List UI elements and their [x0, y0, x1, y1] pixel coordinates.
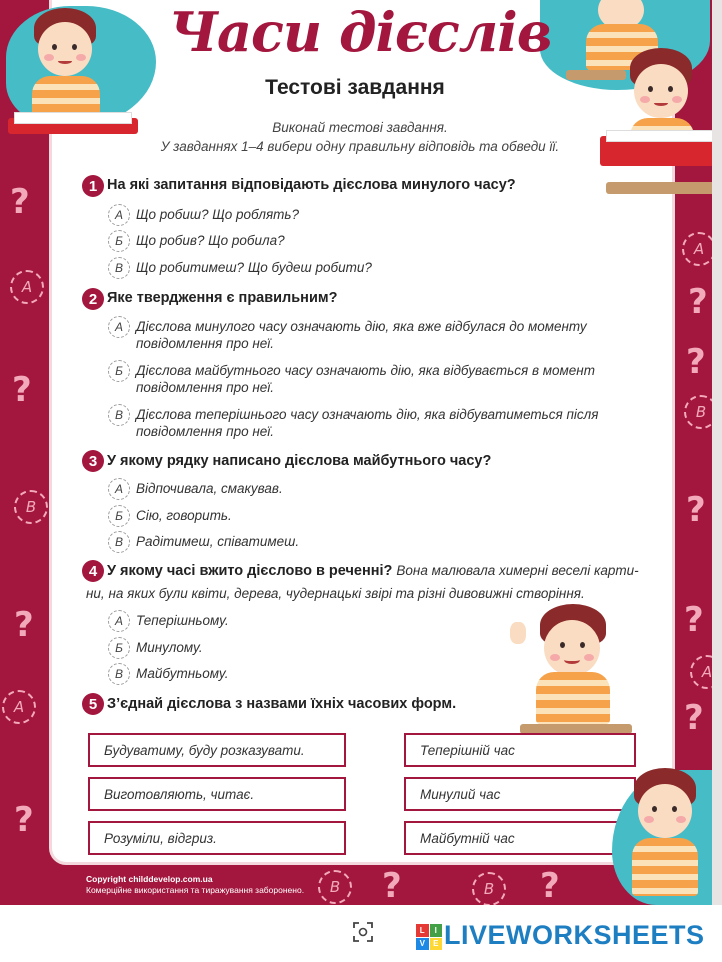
question-number-2: 2 [82, 288, 104, 310]
option-letter[interactable]: Б [108, 230, 130, 252]
option-text: Що робитимеш? Що будеш робити? [136, 260, 372, 275]
option-text: Відпочивала, смакував. [136, 481, 283, 496]
boy-thinking-illustration [624, 768, 714, 898]
option-text: Що робиш? Що роблять? [136, 207, 300, 222]
liveworksheets-logo-icon [416, 924, 442, 950]
logo-letter: E [430, 938, 443, 951]
option-text: Минулому. [136, 640, 203, 655]
red-notebook [8, 118, 138, 134]
question-4-prompt: У якому часі вжито дієслово в реченні? [107, 563, 393, 579]
question-2-option-c[interactable] [108, 404, 648, 440]
option-letter[interactable]: Б [108, 637, 130, 659]
option-letter[interactable]: А [108, 204, 130, 226]
instructions [130, 118, 590, 156]
liveworksheets-brand[interactable]: LIVEWORKSHEETS [444, 920, 705, 950]
question-number-1: 1 [82, 175, 104, 197]
desk [566, 70, 626, 80]
option-text: Дієслова минулого часу означають дію, яка вже відбулася до моменту повідомлення про неї. [136, 319, 587, 351]
option-text: Дієслова теперішнього часу означають дію, яка відбуватиметься після повідомлення про неї. [136, 407, 599, 439]
letter-ring-deco: А [682, 232, 716, 266]
question-mark-deco: ? [686, 342, 706, 382]
option-letter[interactable]: А [108, 610, 130, 632]
question-mark-deco: ? [686, 490, 706, 530]
question-mark-deco: ? [14, 605, 34, 645]
match-right-box-2[interactable]: Минулий час [404, 777, 636, 811]
raised-hand [510, 622, 526, 644]
question-5-text: З’єднай дієслова з назвами їхніх часових форм. [107, 696, 457, 712]
match-left-box-2[interactable]: Виготовляють, читає. [88, 777, 346, 811]
match-right-box-1[interactable]: Теперішній час [404, 733, 636, 767]
match-left-box-3[interactable]: Розуміли, відгриз. [88, 821, 346, 855]
question-4-sentence-end: ни, на яких були квіти, дерева, чудернацькі звірі та різні дивовижні створіння. [86, 586, 585, 601]
question-mark-deco: ? [14, 800, 34, 840]
option-letter[interactable]: Б [108, 360, 130, 382]
option-text: Сію, говорить. [136, 508, 232, 523]
question-1-option-a[interactable] [108, 204, 648, 226]
boy-raising-hand-illustration [510, 600, 620, 730]
question-3-option-c[interactable] [108, 531, 648, 553]
instruction-line: Виконай тестові завдання. [272, 120, 448, 135]
question-3-option-b[interactable] [108, 505, 648, 527]
letter-ring-deco: В [684, 395, 718, 429]
option-text: Майбутньому. [136, 666, 229, 681]
question-1-option-b[interactable] [108, 230, 648, 252]
letter-ring-deco: В [472, 872, 506, 905]
logo-letter: V [416, 938, 429, 951]
copyright-line: Copyright childdevelop.com.ua [86, 874, 213, 884]
option-text: Теперішньому. [136, 613, 229, 628]
option-text: Дієслова майбутнього часу означають дію, яка відбувається в момент повідомлення про неї. [136, 363, 595, 395]
option-text: Радітимеш, співатимеш. [136, 534, 300, 549]
question-4-sentence-start: Вона малювала химерні веселі карти- [396, 563, 639, 578]
logo-letter: L [416, 924, 429, 937]
letter-ring-deco: В [14, 490, 48, 524]
option-letter[interactable]: Б [108, 505, 130, 527]
question-mark-deco: ? [540, 866, 560, 905]
option-letter[interactable]: В [108, 663, 130, 685]
question-mark-deco: ? [684, 698, 704, 738]
match-left-box-1[interactable]: Будуватиму, буду розказувати. [88, 733, 346, 767]
option-letter[interactable]: В [108, 404, 130, 426]
question-4-text [107, 563, 647, 579]
question-3-option-a[interactable] [108, 478, 648, 500]
question-1-text: На які запитання відповідають дієслова минулого часу? [107, 177, 516, 193]
logo-letter: I [430, 924, 443, 937]
open-book [600, 136, 720, 166]
option-letter[interactable]: А [108, 478, 130, 500]
letter-ring-deco: В [318, 870, 352, 904]
option-letter[interactable]: В [108, 531, 130, 553]
question-2-text: Яке твердження є правильним? [107, 290, 338, 306]
question-number-4: 4 [82, 560, 104, 582]
question-3-text: У якому рядку написано дієслова майбутнього часу? [107, 453, 492, 469]
instruction-line: У завданнях 1–4 вибери одну правильну відповідь та обведи її. [160, 139, 560, 154]
match-right-box-3[interactable]: Майбутній час [404, 821, 636, 855]
letter-ring-deco: А [2, 690, 36, 724]
fullscreen-icon[interactable] [352, 921, 374, 943]
question-2-option-b[interactable] [108, 360, 648, 396]
question-1-option-c[interactable] [108, 257, 648, 279]
letter-ring-deco: А [690, 655, 722, 689]
question-mark-deco: ? [684, 600, 704, 640]
page-subtitle: Тестові завдання [265, 76, 445, 99]
desk [606, 182, 716, 194]
letter-ring-deco: А [10, 270, 44, 304]
option-text: Що робив? Що робила? [136, 233, 285, 248]
copyright [86, 874, 304, 896]
option-letter[interactable]: А [108, 316, 130, 338]
question-mark-deco: ? [688, 282, 708, 322]
copyright-notice: Комерційне використання та тиражування заборонено. [86, 885, 305, 895]
question-2-option-a[interactable] [108, 316, 648, 352]
option-letter[interactable]: В [108, 257, 130, 279]
question-mark-deco: ? [382, 866, 402, 905]
question-mark-deco: ? [12, 370, 32, 410]
question-mark-deco: ? [10, 182, 30, 222]
question-number-3: 3 [82, 450, 104, 472]
page-title: Часи дієслів [168, 0, 552, 64]
question-number-5: 5 [82, 693, 104, 715]
